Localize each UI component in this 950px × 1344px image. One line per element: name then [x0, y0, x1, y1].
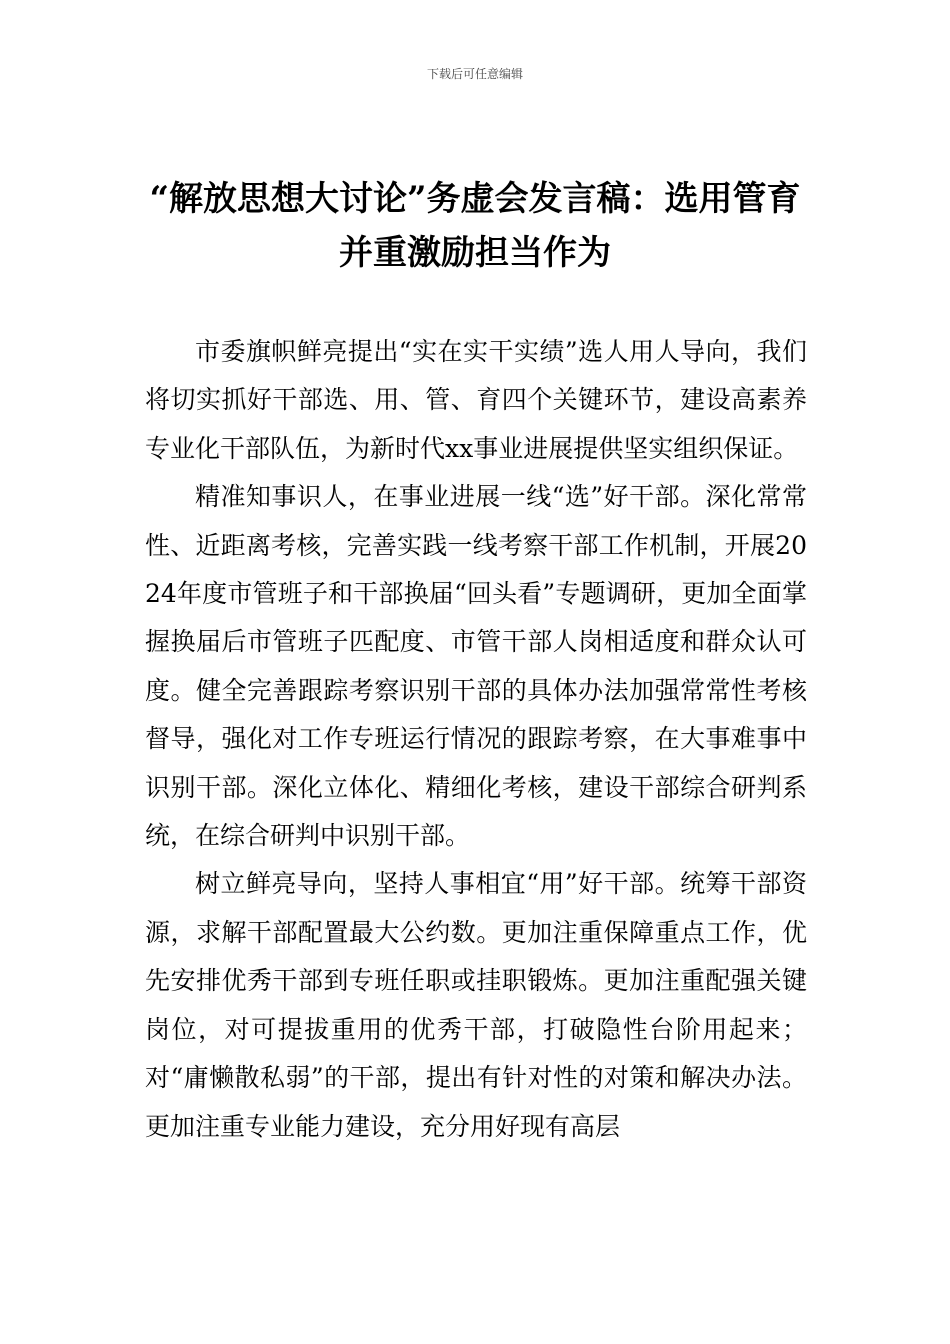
document-title: “解放思想大讨论”务虚会发言稿：选用管育并重激励担当作为 — [149, 179, 801, 273]
paragraph-select-cadres: 精准知事识人，在事业进展一线“选”好干部。深化常常性、近距离考核，完善实践一线考察干部工作机制，开展2024年度市管班子和干部换届“回头看”专题调研，更加全面掌握换届后市管班子匹配度、市管干部人岗相适度和群众认可度。健全完善跟踪考察识别干部的具体办法加强常常性考核督导，强化对工作专班运行情况的跟踪考察，在大事难事中识别干部。深化立体化、精细化考核，建设干部综合研判系统，在综合研判中识别干部。 — [145, 482, 807, 851]
paragraph-use-cadres: 树立鲜亮导向，坚持人事相宜“用”好干部。统筹干部资源，求解干部配置最大公约数。更加注重保障重点工作，优先安排优秀干部到专班任职或挂职锻炼。更加注重配强关键岗位，对可提拔重用的优秀干部，打破隐性台阶用起来；对“庸懒散私弱”的干部，提出有针对性的对策和解决办法。更加注重专业能力建设，充分用好现有高层 — [145, 869, 807, 1141]
document-body — [145, 328, 807, 1151]
header-note: 下载后可任意编辑 — [426, 67, 523, 81]
paragraph-intro: 市委旗帜鲜亮提出“实在实干实绩”选人用人导向，我们将切实抓好干部选、用、管、育四个关键环节，建设高素养专业化干部队伍，为新时代xx事业进展提供坚实组织保证。 — [145, 337, 807, 463]
